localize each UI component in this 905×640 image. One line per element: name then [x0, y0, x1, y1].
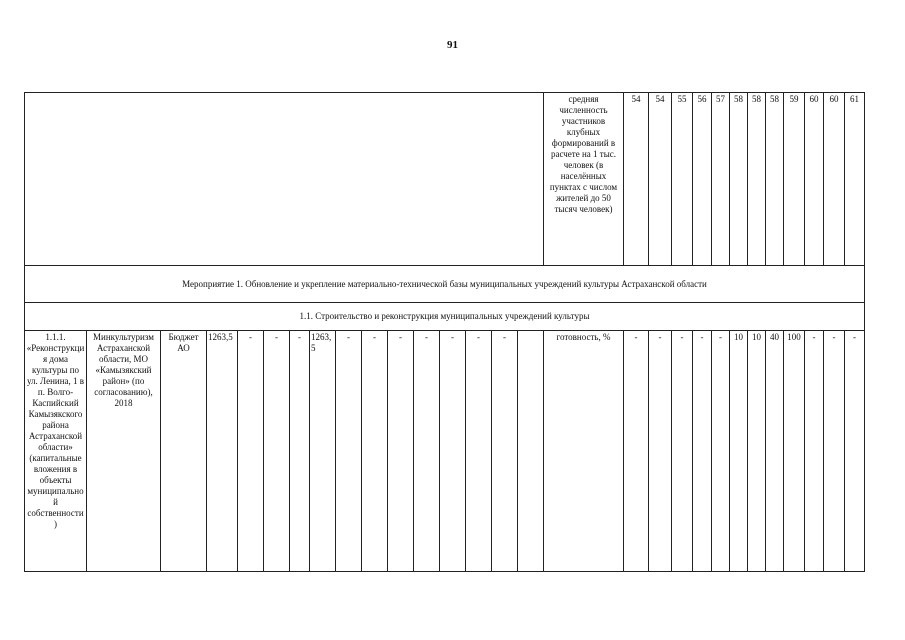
empty-cell	[25, 93, 544, 266]
page-number: 91	[447, 39, 458, 51]
finance-cell: -	[264, 331, 290, 572]
subsection-title: 1.1. Строительство и реконструкция муниципальных учреждений культуры	[25, 303, 865, 331]
indicator-value: 60	[805, 93, 824, 266]
indicator-value: 100	[784, 331, 805, 572]
indicator-value: 60	[824, 93, 845, 266]
finance-cell: -	[362, 331, 388, 572]
finance-cell: -	[388, 331, 414, 572]
indicator-value: -	[624, 331, 649, 572]
finance-cell: -	[336, 331, 362, 572]
indicator-row	[25, 93, 865, 266]
measure-row	[25, 331, 865, 572]
indicator-value: 58	[766, 93, 784, 266]
indicator-value: 58	[748, 93, 766, 266]
indicator-value: -	[845, 331, 865, 572]
indicator-value: 61	[845, 93, 865, 266]
indicator-value: -	[672, 331, 693, 572]
indicator-value: 59	[784, 93, 805, 266]
finance-cell: -	[414, 331, 440, 572]
finance-cell: -	[466, 331, 492, 572]
subsection-row	[25, 303, 865, 331]
finance-cell: -	[238, 331, 264, 572]
indicator-value: -	[649, 331, 672, 572]
indicator-value: 54	[649, 93, 672, 266]
indicator-value: -	[805, 331, 824, 572]
measure-indicator: готовность, %	[544, 331, 624, 572]
indicator-value: 57	[712, 93, 730, 266]
indicator-value: -	[693, 331, 712, 572]
indicator-value: 10	[730, 331, 748, 572]
finance-cell: -	[290, 331, 310, 572]
finance-cell: 1263,5	[207, 331, 238, 572]
finance-cell: -	[440, 331, 466, 572]
indicator-value: 40	[766, 331, 784, 572]
indicator-value: 10	[748, 331, 766, 572]
finance-cell: -	[492, 331, 518, 572]
program-table	[24, 92, 865, 572]
indicator-value: -	[824, 331, 845, 572]
indicator-label: средняя численность участников клубных формирований в расчете на 1 тыс. человек (в населённых пунктах с числом жителей до 50 тысяч человек)	[544, 93, 624, 266]
indicator-value: 55	[672, 93, 693, 266]
empty-cell	[518, 331, 544, 572]
section-title: Мероприятие 1. Обновление и укрепление материально-технической базы муниципальных учреждений культуры Астраханской области	[25, 266, 865, 303]
measure-source: Бюджет АО	[161, 331, 207, 572]
measure-code: 1.1.1. «Реконструкция дома культуры по ул. Ленина, 1 в п. Волго-Каспийский Камызякского района Астраханской области» (капитальные вложения в объекты муниципальной собственности)	[25, 331, 87, 572]
section-row	[25, 266, 865, 303]
indicator-value: -	[712, 331, 730, 572]
indicator-value: 58	[730, 93, 748, 266]
indicator-value: 56	[693, 93, 712, 266]
indicator-value: 54	[624, 93, 649, 266]
measure-executor: Минкультуризм Астраханской области, МО «Камызякский район» (по согласованию), 2018	[87, 331, 161, 572]
finance-cell: 1263,5	[310, 331, 336, 572]
